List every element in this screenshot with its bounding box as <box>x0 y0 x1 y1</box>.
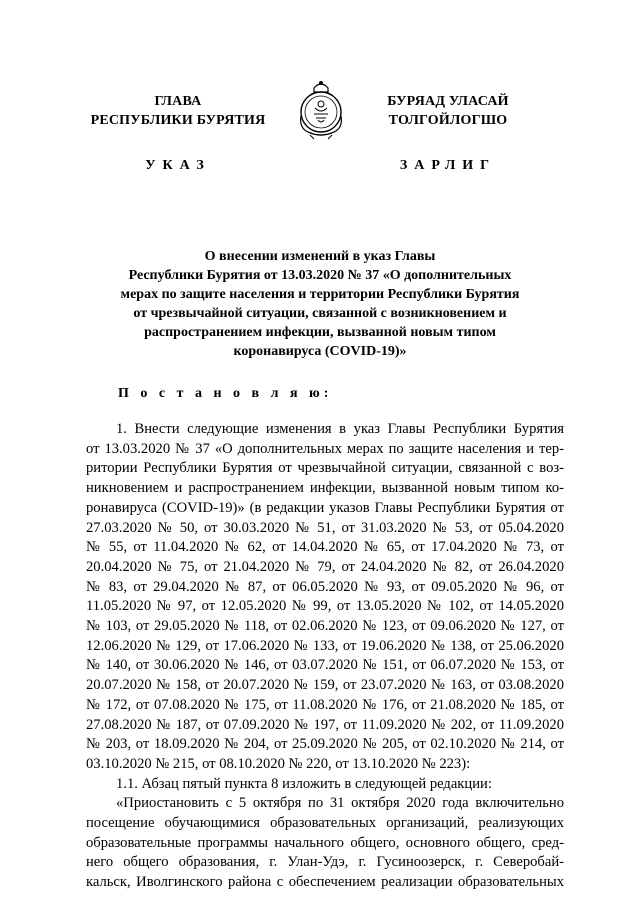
body-line: 20.07.2020 № 158, от 20.07.2020 № 159, от 23.07.2020 № 163, от 03.08.2020 <box>86 677 564 694</box>
body-line: ронавируса (COVID-19)» (в редакции указов Главы Республики Бурятия от <box>86 499 564 516</box>
body-line: № 172, от 07.08.2020 № 175, от 11.08.2020 № 176, от 21.08.2020 № 185, от <box>86 696 564 713</box>
title-line: мерах по защите населения и территории Республики Бурятия <box>120 287 520 302</box>
body-line: «Приостановить с 5 октября по 31 октября 2020 года включительно <box>116 795 564 812</box>
title-line: от чрезвычайной ситуации, связанной с возникновением и <box>133 306 507 321</box>
header-right-line1: БУРЯАД УЛАСАЙ <box>387 94 509 109</box>
body-line: образовательные программы начального общего, основного общего, сред- <box>86 834 564 851</box>
body-line: № 55, от 11.04.2020 № 62, от 14.04.2020 № 65, от 17.04.2020 № 73, от <box>86 539 564 556</box>
title-line: коронавируса (COVID-19)» <box>233 344 407 359</box>
document-title <box>100 247 540 361</box>
body-line: никновением и распространением инфекции, вызванной новым типом ко- <box>86 480 564 497</box>
republic-of-buryatia-coat-of-arms-icon <box>296 78 346 140</box>
body-line: 1.1. Абзац пятый пункта 8 изложить в следующей редакции: <box>116 775 492 792</box>
body-line: 12.06.2020 № 129, от 17.06.2020 № 133, от 19.06.2020 № 138, от 25.06.2020 <box>86 637 564 654</box>
body-line: посещение обучающимися образовательных организаций, реализующих <box>86 815 564 832</box>
header-right <box>368 92 528 175</box>
header-left <box>78 92 278 175</box>
header-left-line1: ГЛАВА <box>154 94 202 109</box>
body-line: 11.05.2020 № 97, от 12.05.2020 № 99, от 13.05.2020 № 102, от 14.05.2020 <box>86 598 564 615</box>
body-line: № 140, от 30.06.2020 № 146, от 03.07.2020 № 151, от 06.07.2020 № 153, от <box>86 657 564 674</box>
body-line: кальск, Иволгинского района с обеспечением реализации образовательных <box>86 874 564 891</box>
decree-word: П о с т а н о в л я ю: <box>118 386 333 401</box>
title-line: Республики Бурятия от 13.03.2020 № 37 «О дополнительных <box>128 268 512 283</box>
body-line: него общего образования, г. Улан-Удэ, г. Гусиноозерск, г. Северобай- <box>86 854 564 871</box>
document-body <box>86 420 564 893</box>
body-line: 20.04.2020 № 75, от 21.04.2020 № 79, от 24.04.2020 № 82, от 26.04.2020 <box>86 558 564 575</box>
title-line: распространением инфекции, вызванной новым типом <box>144 325 496 340</box>
body-line: 1. Внести следующие изменения в указ Главы Республики Бурятия <box>116 421 564 437</box>
title-line: О внесении изменений в указ Главы <box>204 249 436 264</box>
header-right-doc-type: ЗАРЛИГ <box>399 158 497 173</box>
body-line: ритории Республики Бурятия от чрезвычайной ситуации, связанной с воз- <box>86 460 564 477</box>
body-line: № 83, от 29.04.2020 № 87, от 06.05.2020 № 93, от 09.05.2020 № 96, от <box>86 578 564 595</box>
body-line: № 103, от 29.05.2020 № 118, от 02.06.2020 № 123, от 09.06.2020 № 127, от <box>86 618 564 635</box>
body-line: № 203, от 18.09.2020 № 204, от 25.09.2020 № 205, от 02.10.2020 № 214, от <box>86 736 564 753</box>
body-line: 03.10.2020 № 215, от 08.10.2020 № 220, от 13.10.2020 № 223): <box>86 755 471 772</box>
body-line: от 13.03.2020 № 37 «О дополнительных мерах по защите населения и тер- <box>86 440 564 457</box>
header-left-doc-type: УКАЗ <box>145 158 211 173</box>
body-line: 27.08.2020 № 187, от 07.09.2020 № 197, от 11.09.2020 № 202, от 11.09.2020 <box>86 716 564 733</box>
header-left-line2: РЕСПУБЛИКИ БУРЯТИЯ <box>90 113 266 128</box>
body-line: 27.03.2020 № 50, от 30.03.2020 № 51, от 31.03.2020 № 53, от 05.04.2020 <box>86 519 564 536</box>
header-right-line2: ТОЛГОЙЛОГШО <box>388 113 508 128</box>
